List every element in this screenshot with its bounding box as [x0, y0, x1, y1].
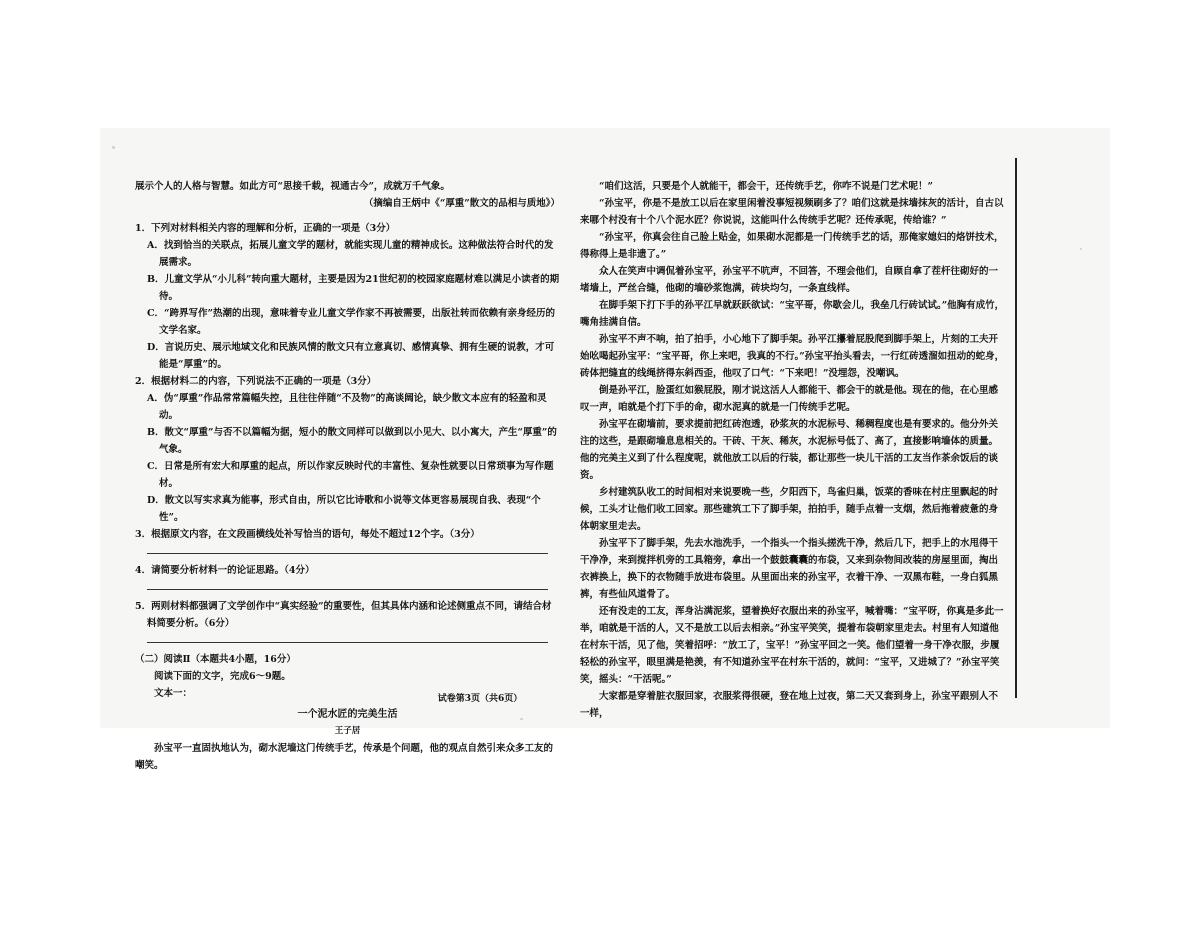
material-source: （摘编自王炳中《“厚重”散文的品相与质地》）	[363, 198, 560, 209]
story-paragraph: 在脚手架下打下手的孙平江早就跃跃欲试：“宝平哥，你歇会儿，我垒几行砖试试。”他胸有成竹，嘴角挂满自信。	[580, 300, 1005, 328]
right-column	[580, 178, 1005, 722]
story-paragraph: 倒是孙平江，脸蛋红如猴屁股，刚才说这活人人都能干、都会干的就是他。现在的他，在心里感叹一声，咱就是个打下手的命，砌水泥真的就是一门传统手艺呢。	[580, 385, 999, 413]
answer-line-3	[147, 553, 548, 554]
question-1-option-a: A．找到恰当的关联点，拓展儿童文学的题材，就能实现儿童的精神成长。这种做法符合时代的发展需求。	[147, 240, 554, 268]
story-paragraph: “孙宝平，你是不是放工以后在家里闲着没事短视频刷多了？咱们这就是抹墙抹灰的活计，自古以来哪个村没有十个八个泥水匠？你说说，这能叫什么传统手艺呢？还传承呢，传给谁？”	[580, 198, 1004, 226]
story-paragraph: 大家都是穿着脏衣服回家，衣服浆得很硬，登在地上过夜，第二天又套到身上，孙宝平跟别人不一样，	[580, 691, 999, 719]
question-2: 2．根据材料二的内容，下列说法不正确的一项是（3分）	[135, 376, 377, 387]
scan-speck	[1080, 248, 1082, 250]
story-paragraph: 孙宝平一直固执地认为，砌水泥墙这门传统手艺，传承是个问题，他的观点自然引来众多工友的嘲笑。	[135, 743, 554, 771]
story-title: 一个泥水匠的完美生活	[297, 709, 398, 720]
story-paragraph: 乡村建筑队收工的时间相对来说要晚一些，夕阳西下，鸟雀归巢，饭菜的香味在村庄里飘起的时候，工头才让他们收工回家。那些建筑工下了脚手架，拍拍手，随手点着一支烟，然后拖着疲惫的身体朝家里走去。	[580, 487, 999, 532]
question-1-option-b: B．儿童文学从“小儿科”转向重大题材，主要是因为21世纪初的校园家庭题材难以满足小读者的期待。	[147, 274, 560, 302]
left-column	[135, 178, 560, 774]
section-instruction: 阅读下面的文字，完成6～9题。	[154, 671, 291, 682]
section-heading: （二）阅读Ⅱ（本题共4小题，16分）	[135, 654, 296, 665]
story-paragraph: 孙宝平下了脚手架，先去水池洗手，一个指头一个指头搓洗干净，然后几下，把手上的水甩得干干净净，来到搅拌机旁的工具箱旁，拿出一个鼓鼓囊囊的布袋，又来到杂物间改装的房屋里面，掏出衣裤换上，换下的衣物随手放进布袋里。从里面出来的孙宝平，衣着干净、一双黑布鞋，一身白狐黑裤，有些仙风道骨了。	[580, 538, 999, 600]
answer-line-5	[147, 642, 548, 643]
question-1: 1．下列对材料相关内容的理解和分析，正确的一项是（3分）	[135, 223, 396, 234]
question-4: 4．请简要分析材料一的论证思路。（4分）	[135, 565, 315, 576]
story-paragraph: 孙宝平不声不响，拍了拍手，小心地下了脚手架。孙平江攥着屁股爬到脚手架上，片刻的工夫开始吆喝起孙宝平：“宝平哥，你上来吧，我真的不行。”孙宝平抬头看去，一行红砖透溜如扭动的蛇身，砖体把缝直的线绳挤得东斜西歪，他叹了口气：“下来吧！”没埋怨，没嘲讽。	[580, 334, 1005, 379]
story-paragraph: 众人在笑声中调侃着孙宝平，孙宝平不吭声，不回答，不理会他们，自顾自拿了茬杆往砌好的一堵墙上，严丝合缝，他砌的墙砂浆饱满，砖块均匀，一条直线样。	[580, 266, 999, 294]
page-footer: 试卷第3页（共6页）	[437, 694, 523, 704]
question-2-option-a: A．伪“厚重”作品常常篇幅失控，且往往伴随“不及物”的高谈阔论，缺少散文本应有的轻盈和灵动。	[147, 393, 547, 421]
answer-line-4	[147, 589, 548, 590]
question-1-option-d: D．言说历史、展示地域文化和民族风情的散文只有立意真切、感情真挚、拥有生硬的说教，才可能是“厚重”的。	[147, 342, 555, 370]
question-2-option-b: B．散文“厚重”与否不以篇幅为据，短小的散文同样可以做到以小见大、以小寓大，产生“厚重”的气象。	[147, 427, 557, 455]
story-paragraph: “孙宝平，你真会往自己脸上贴金，如果砌水泥都是一门传统手艺的话，那俺家媳妇的烙饼技术，得称得上是非遗了。”	[580, 232, 1004, 260]
question-2-option-c: C．日常是所有宏大和厚重的起点，所以作家反映时代的丰富性、复杂性就要以日常琐事为写作题材。	[147, 461, 554, 489]
story-paragraph: 孙宝平在砌墙前，要求提前把红砖泡透，砂浆灰的水泥标号、稀稠程度也是有要求的。他分外关注的这些，是跟砌墙息息相关的。干砖、干灰、稀灰，水泥标号低了、高了，直接影响墙体的质量。他的完美主义到了什么程度呢，就他放工以后的行装，都让那些一块儿干活的工友当作茶余饭后的谈资。	[580, 419, 999, 481]
material-intro: 展示个人的人格与智慧。如此方可“思接千载，视通古今”，成就万千气象。	[135, 181, 450, 192]
binding-line	[1015, 158, 1017, 698]
exam-page	[100, 128, 1110, 771]
question-1-option-c: C．“跨界写作”热潮的出现，意味着专业儿童文学作家不再被需要，出版社转而依赖有亲身经历的文学名家。	[147, 308, 555, 336]
text-label: 文本一：	[154, 688, 193, 699]
scan-speck	[112, 146, 115, 149]
story-paragraph: 还有没走的工友，浑身沾满泥浆，望着换好衣服出来的孙宝平，喊着嘴：“宝平呀，你真是多此一举，咱就是干活的人，又不是放工以后去相亲。”孙宝平笑笑，提着布袋朝家里走去。村里有人知道他在村东干活，见了他，笑着招呼：“放工了，宝平！”孙宝平回之一笑。他们望着一身干净衣服，步履轻松的孙宝平，眼里满是艳羡，有不知道孙宝平在村东干活的，就问：“宝平，又进城了？”孙宝平笑笑，摇头：“干活呢。”	[580, 606, 1004, 685]
question-3: 3．根据原文内容，在文段画横线处补写恰当的语句，每处不超过12个字。（3分）	[135, 529, 480, 540]
story-author: 王子居	[334, 726, 361, 736]
question-5: 5．两则材料都强调了文学创作中“真实经验”的重要性，但其具体内涵和论述侧重点不同，请结合材料简要分析。（6分）	[135, 601, 552, 629]
question-2-option-d: D．散文以写实求真为能事，形式自由，所以它比诗歌和小说等文体更容易展现自我、表现“个性”。	[147, 495, 541, 523]
story-paragraph: “咱们这活，只要是个人就能干，都会干，还传统手艺，你咋不说是门艺术呢！”	[599, 181, 933, 192]
